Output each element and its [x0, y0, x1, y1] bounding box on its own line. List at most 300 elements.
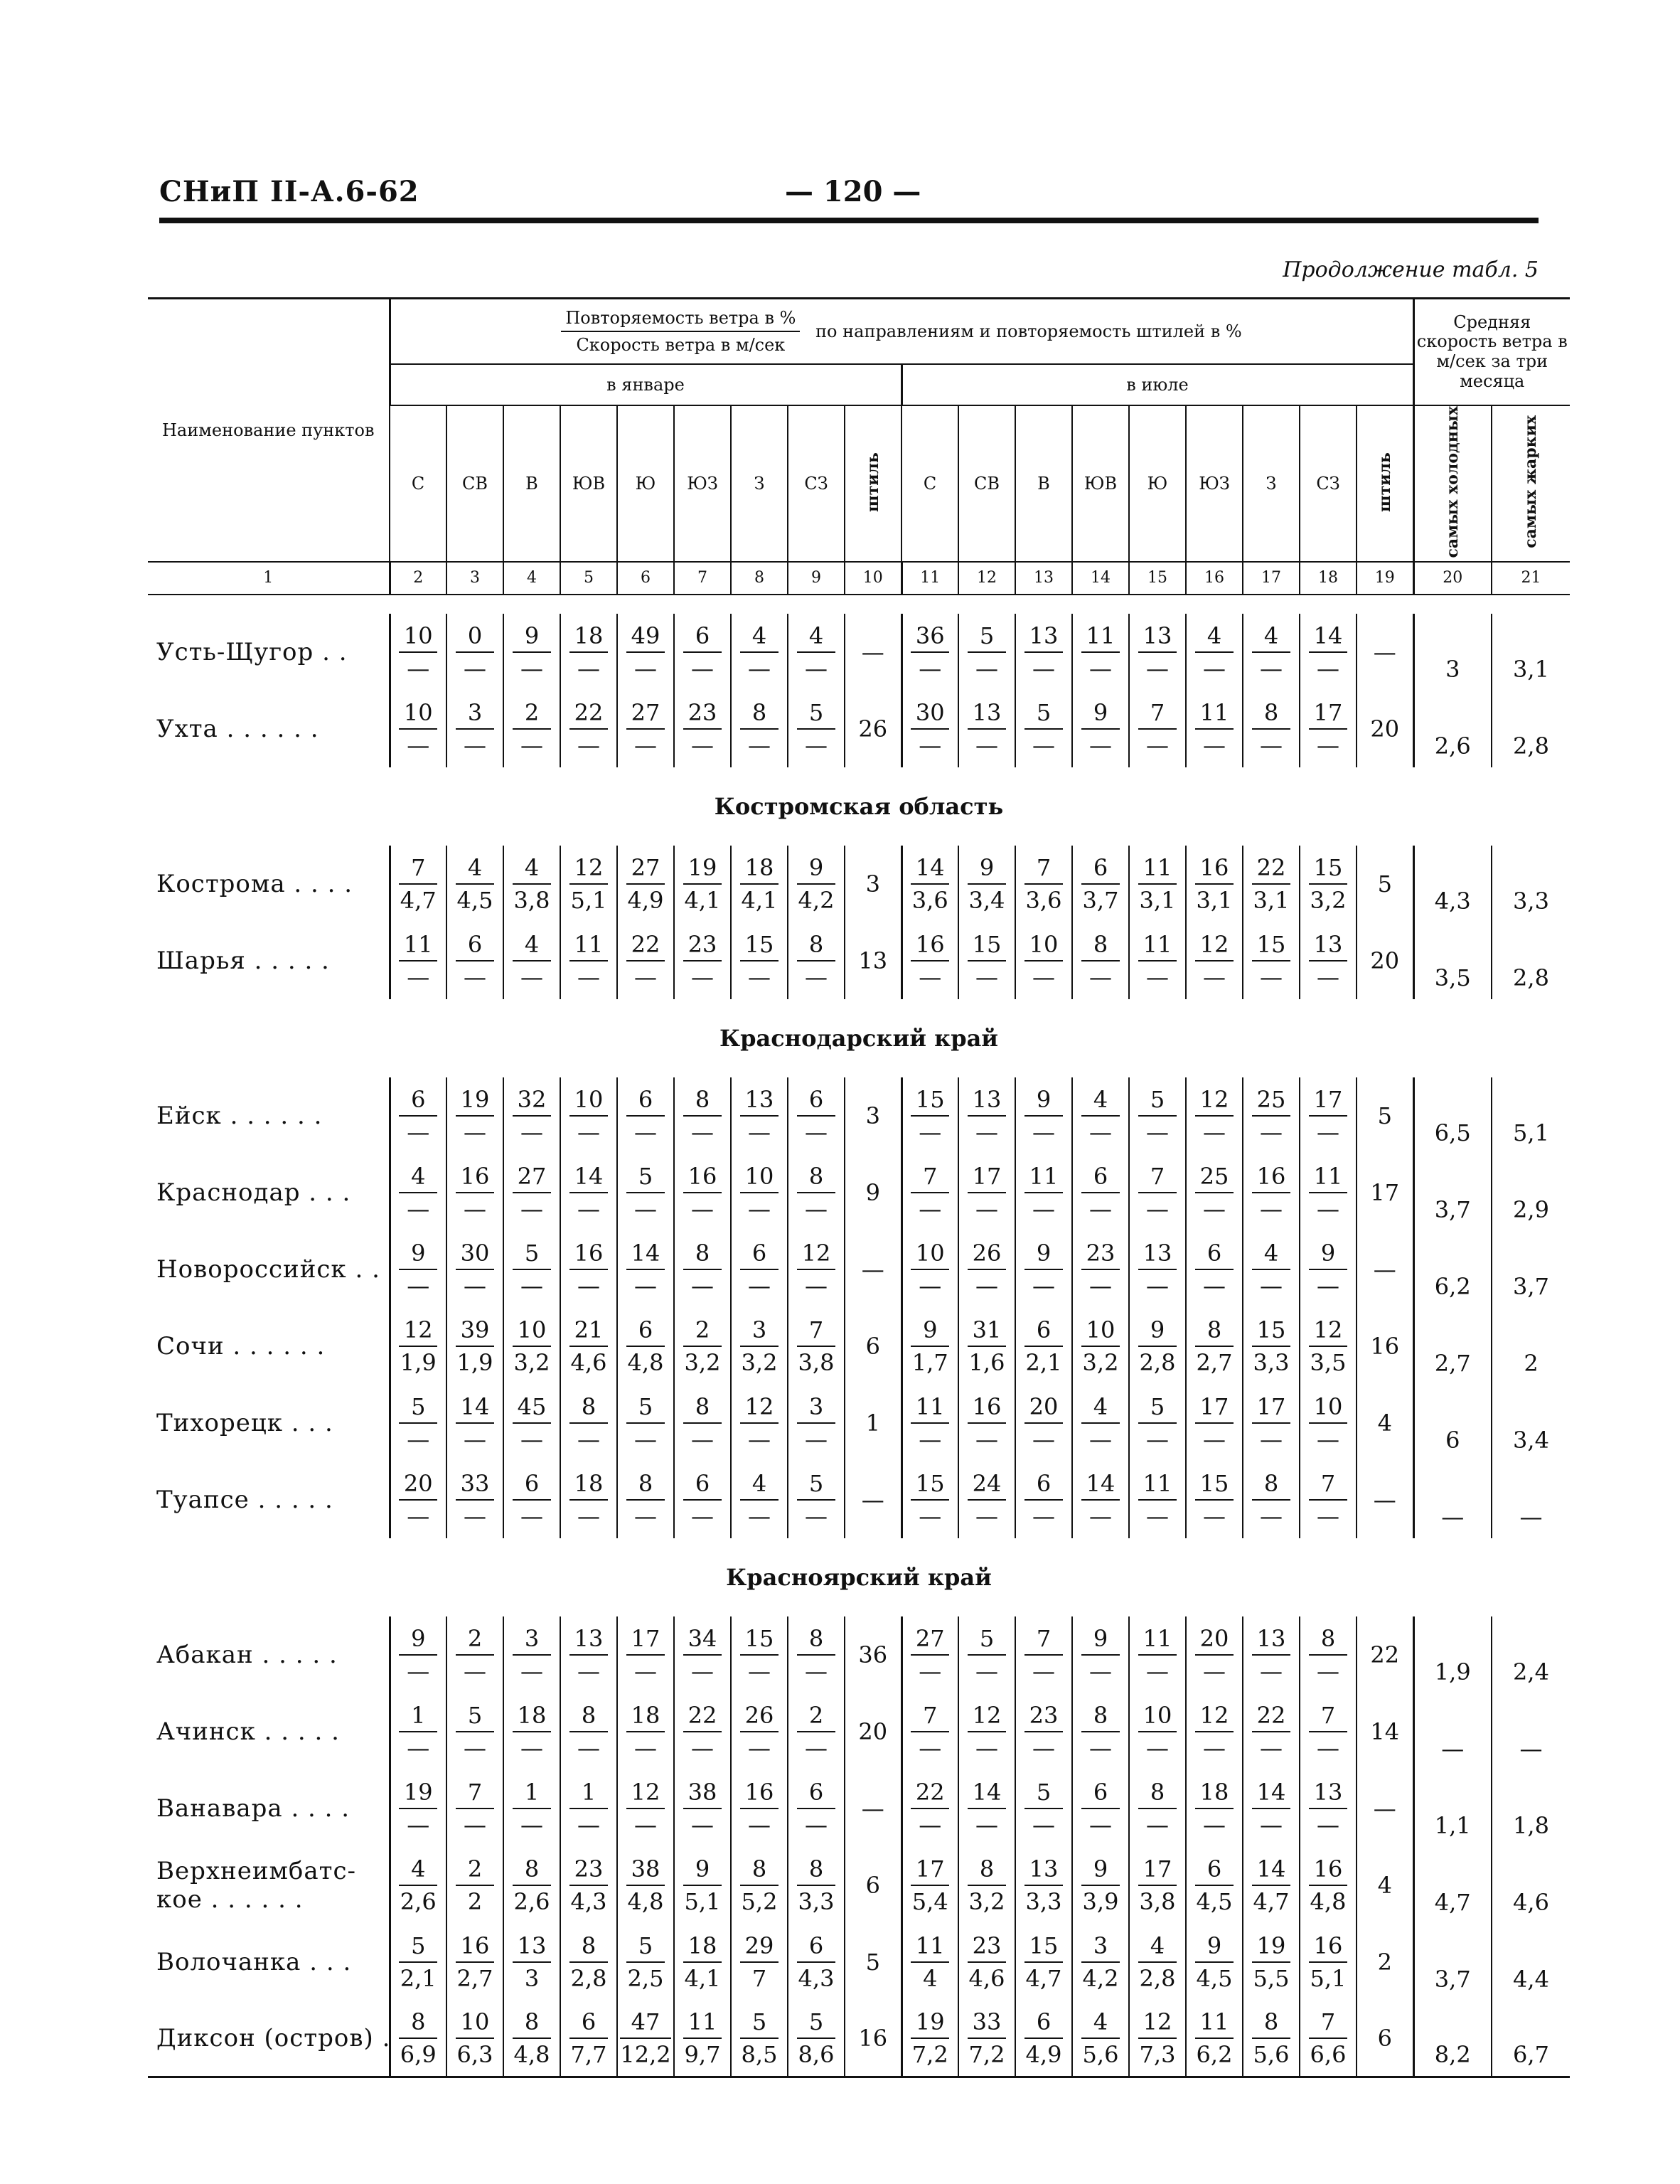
frequency-value: 10	[399, 701, 437, 730]
speed-value: —	[805, 1657, 828, 1685]
speed-value: —	[975, 963, 998, 991]
speed-value: —	[691, 963, 714, 991]
cell-july	[1186, 614, 1243, 691]
frequency-value: 8	[740, 701, 779, 730]
speed-value: —	[577, 654, 600, 682]
cell-january	[731, 2001, 788, 2077]
cell-july	[1186, 1077, 1243, 1154]
speed-value: —	[805, 731, 828, 759]
station-name-text: Тихорецк . . .	[156, 1408, 333, 1437]
cell-january	[446, 1693, 503, 1770]
frequency-value: 17	[1309, 1088, 1347, 1117]
fraction	[1024, 1085, 1063, 1146]
cell-january	[390, 1693, 446, 1770]
speed-value: —	[1146, 1118, 1169, 1146]
frequency-value: 4	[740, 1472, 779, 1501]
fraction	[911, 1392, 949, 1453]
fraction	[968, 1778, 1006, 1838]
speed-value: 4,9	[1025, 2040, 1062, 2068]
speed-value: 6,2	[1196, 2040, 1233, 2068]
cell-july	[1243, 846, 1300, 922]
cell-july	[1072, 1308, 1129, 1385]
frequency-value: 12	[1195, 933, 1234, 962]
speed-value: —	[464, 1657, 486, 1685]
fraction	[626, 1855, 665, 1915]
speed-value: 3,2	[1310, 886, 1347, 914]
fraction	[1195, 1778, 1234, 1838]
frequency-value: 10	[1138, 1704, 1177, 1732]
fraction	[1309, 1934, 1347, 1990]
speed-value: —	[520, 1195, 543, 1222]
fraction	[797, 1469, 835, 1530]
speed-value: 3,2	[968, 1887, 1005, 1915]
frequency-value: 8	[513, 2010, 551, 2039]
frequency-value: 2	[683, 1319, 722, 1347]
cell-january	[446, 1385, 503, 1461]
cell-july	[901, 691, 958, 767]
speed-value: —	[407, 1272, 430, 1299]
cell-january	[788, 1154, 845, 1231]
avg-hottest: 3,1	[1492, 614, 1570, 691]
speed-value: 4,7	[400, 886, 437, 914]
fraction	[1252, 1085, 1290, 1146]
speed-value: —	[919, 654, 942, 682]
fraction	[1309, 1392, 1347, 1453]
fraction	[1138, 1316, 1177, 1376]
avg-hottest: 6,7	[1492, 2001, 1570, 2077]
cell-january	[674, 691, 731, 767]
frequency-value: 8	[1252, 701, 1290, 730]
frequency-value: 8	[1081, 1704, 1120, 1732]
speed-value: —	[634, 1425, 657, 1453]
frequency-value: 7	[911, 1165, 949, 1193]
frequency-value: 6	[626, 1319, 665, 1347]
speed-value: —	[975, 1272, 998, 1299]
speed-value: 3,1	[1253, 886, 1290, 914]
frequency-value: 5	[399, 1395, 437, 1424]
station-name-text: Верхнеимбатс- кое . . . . . .	[156, 1856, 357, 1914]
station-name	[148, 1154, 390, 1231]
cell-january	[446, 1616, 503, 1693]
frequency-value: 13	[1024, 1858, 1063, 1886]
speed-value: —	[577, 1425, 600, 1453]
speed-value: 4,8	[627, 1348, 664, 1376]
cell-july	[1243, 1693, 1300, 1770]
frequency-value: 23	[569, 1858, 608, 1886]
cell-january	[731, 1308, 788, 1385]
calm-january: —	[845, 1461, 901, 1538]
frequency-value: 1	[569, 1781, 608, 1809]
frequency-value: 10	[569, 1088, 608, 1117]
speed-value: —	[407, 1195, 430, 1222]
speed-value: —	[1146, 1502, 1169, 1530]
cell-july	[1300, 1385, 1357, 1461]
speed-value: —	[407, 1502, 430, 1530]
fraction	[911, 853, 949, 914]
cell-january	[617, 1770, 674, 1847]
fraction	[1138, 1162, 1177, 1222]
speed-value: 6,3	[456, 2040, 493, 2068]
frequency-value: 5	[1138, 1395, 1177, 1424]
cell-january	[503, 1308, 560, 1385]
fraction	[569, 1624, 608, 1685]
speed-value: 3,4	[968, 886, 1005, 914]
speed-value: —	[577, 963, 600, 991]
frequency-value: 34	[683, 1627, 722, 1656]
fraction	[1081, 1085, 1120, 1146]
speed-value: —	[520, 1502, 543, 1530]
speed-value: —	[975, 1425, 998, 1453]
fraction	[456, 624, 494, 680]
fraction	[513, 1701, 551, 1762]
fraction	[1024, 1855, 1063, 1915]
frequency-value: 9	[911, 1319, 949, 1347]
fraction	[911, 930, 949, 991]
speed-value: —	[1317, 1811, 1339, 1838]
frequency-value: 10	[1309, 1395, 1347, 1424]
speed-value: 2	[467, 1887, 483, 1915]
cell-january	[560, 1461, 617, 1538]
calm-july: 5	[1357, 1077, 1413, 1154]
avg-coldest: 6,5	[1413, 1077, 1492, 1154]
frequency-value: 4	[1252, 1242, 1290, 1270]
fraction	[1138, 624, 1177, 680]
fraction	[797, 1778, 835, 1838]
cell-july	[901, 922, 958, 999]
cell-january	[503, 1231, 560, 1308]
frequency-value: 19	[456, 1088, 494, 1117]
avg-hottest: 5,1	[1492, 1077, 1570, 1154]
fraction	[626, 1162, 665, 1222]
avg-coldest: —	[1413, 1461, 1492, 1538]
fraction	[797, 1239, 835, 1299]
cell-july	[1186, 922, 1243, 999]
frequency-value: 3	[1081, 1934, 1120, 1963]
fraction	[911, 1162, 949, 1222]
station-name-text: Ванавара . . . .	[156, 1794, 351, 1823]
calm-july: 4	[1357, 1385, 1413, 1461]
avg-coldest: 3,5	[1413, 922, 1492, 999]
speed-value: —	[975, 1734, 998, 1762]
cell-january	[617, 1693, 674, 1770]
fraction	[683, 1162, 722, 1222]
cell-july	[1072, 1924, 1129, 2001]
frequency-value: 33	[968, 2010, 1006, 2039]
cell-january	[674, 1847, 731, 1924]
fraction	[683, 1778, 722, 1838]
frequency-value: 4	[1252, 624, 1290, 653]
speed-value: 4,6	[570, 1348, 607, 1376]
frequency-value: 8	[1138, 1781, 1177, 1809]
speed-value: 3,8	[798, 1348, 835, 1376]
frequency-value: 11	[569, 933, 608, 962]
fraction	[1024, 853, 1063, 914]
frequency-value: 4	[456, 856, 494, 885]
fraction	[456, 1239, 494, 1299]
speed-value: —	[1317, 1734, 1339, 1762]
cell-july	[1072, 2001, 1129, 2077]
frequency-value: 36	[911, 624, 949, 653]
cell-july	[1300, 1770, 1357, 1847]
fraction	[1081, 698, 1120, 759]
cell-july	[1300, 691, 1357, 767]
cell-january	[788, 1231, 845, 1308]
cell-january	[446, 1154, 503, 1231]
fraction	[797, 1316, 835, 1376]
cell-july	[1186, 1847, 1243, 1924]
fraction	[1195, 1855, 1234, 1915]
cell-july	[1129, 1077, 1186, 1154]
cell-january	[390, 1461, 446, 1538]
fraction	[513, 624, 551, 680]
frequency-value: 39	[456, 1319, 494, 1347]
cell-july	[1129, 1770, 1186, 1847]
speed-value: 5,1	[1310, 1964, 1347, 1992]
station-name	[148, 922, 390, 999]
avg-hottest: 3,7	[1492, 1231, 1570, 1308]
frequency-value: 14	[456, 1395, 494, 1424]
fraction	[626, 1778, 665, 1838]
frequency-value: 27	[911, 1627, 949, 1656]
avg-coldest: 1,9	[1413, 1616, 1492, 1693]
fraction	[683, 624, 722, 680]
frequency-value: 10	[740, 1165, 779, 1193]
frequency-value: 13	[569, 1627, 608, 1656]
fraction	[740, 1855, 779, 1915]
fraction	[399, 853, 437, 914]
fraction	[683, 1469, 722, 1530]
frequency-value: 15	[740, 1627, 779, 1656]
calm-july: 5	[1357, 846, 1413, 922]
cell-january	[674, 614, 731, 691]
fraction	[1024, 2010, 1063, 2066]
cell-july	[1300, 1154, 1357, 1231]
fraction	[968, 2010, 1006, 2066]
fraction	[513, 853, 551, 914]
station-name-text: Усть-Щугор . .	[156, 637, 348, 666]
fraction	[456, 1624, 494, 1685]
cell-july	[1300, 1924, 1357, 2001]
table-row	[148, 1077, 1570, 1154]
cell-july	[1015, 846, 1072, 922]
fraction	[1024, 1162, 1063, 1222]
cell-january	[617, 1924, 674, 2001]
fraction	[1138, 1934, 1177, 1990]
fraction	[569, 1934, 608, 1990]
speed-value: —	[1260, 1811, 1283, 1838]
cell-january	[731, 846, 788, 922]
cell-july	[1129, 1693, 1186, 1770]
speed-value: —	[634, 1734, 657, 1762]
frequency-value: 9	[1195, 1934, 1234, 1963]
calm-header-jan	[845, 405, 901, 562]
frequency-value: 5	[399, 1934, 437, 1963]
speed-value: —	[464, 1118, 486, 1146]
frequency-value: 15	[911, 1472, 949, 1501]
fraction	[740, 624, 779, 680]
frequency-value: 9	[513, 624, 551, 653]
frequency-value: 23	[683, 701, 722, 730]
cell-january	[503, 691, 560, 767]
frequency-value: 17	[626, 1627, 665, 1656]
cell-january	[390, 1770, 446, 1847]
cell-july	[958, 1924, 1015, 2001]
fraction	[456, 1392, 494, 1453]
direction-header-jul: СВ	[958, 405, 1015, 562]
fraction	[740, 1316, 779, 1376]
frequency-value: 20	[1195, 1627, 1234, 1656]
column-number: 17	[1243, 562, 1300, 595]
calm-july: 17	[1357, 1154, 1413, 1231]
frequency-value: 15	[968, 933, 1006, 962]
fraction	[513, 1855, 551, 1915]
cell-july	[1186, 1461, 1243, 1538]
fraction	[683, 2010, 722, 2066]
speed-value: 3,2	[741, 1348, 778, 1376]
fraction	[456, 1469, 494, 1530]
frequency-value: 38	[626, 1858, 665, 1886]
speed-value: —	[1203, 1734, 1226, 1762]
cell-july	[901, 1616, 958, 1693]
cell-january	[674, 2001, 731, 2077]
column-number: 11	[901, 562, 958, 595]
cell-january	[560, 1385, 617, 1461]
speed-value: —	[577, 1195, 600, 1222]
frequency-value: 4	[1081, 2010, 1120, 2039]
frequency-value: 23	[683, 933, 722, 962]
cell-july	[901, 1308, 958, 1385]
cell-january	[503, 1616, 560, 1693]
frequency-value: 15	[911, 1088, 949, 1117]
speed-value: 3,8	[513, 886, 550, 914]
column-header-name: Наименование пунктов	[148, 299, 390, 562]
frequency-value: 16	[1309, 1858, 1347, 1886]
cell-july	[1300, 1616, 1357, 1693]
cell-january	[503, 2001, 560, 2077]
frequency-value: 9	[1024, 1088, 1063, 1117]
cell-january	[560, 1616, 617, 1693]
speed-value: —	[520, 1272, 543, 1299]
frequency-value: 18	[569, 624, 608, 653]
speed-value: —	[520, 1425, 543, 1453]
speed-value: —	[1146, 1811, 1169, 1838]
fraction	[797, 1162, 835, 1222]
speed-value: 3,1	[1139, 886, 1176, 914]
station-name	[148, 2001, 390, 2077]
cell-january	[674, 1308, 731, 1385]
calm-january: 6	[845, 1308, 901, 1385]
avg-coldest: 2,6	[1413, 691, 1492, 767]
speed-value: 5,6	[1082, 2040, 1119, 2068]
frequency-value: 4	[1138, 1934, 1177, 1963]
speed-value: —	[464, 1734, 486, 1762]
fraction	[968, 1085, 1006, 1146]
speed-value: —	[634, 963, 657, 991]
speed-value: —	[464, 1272, 486, 1299]
fraction	[569, 624, 608, 680]
table-row	[148, 1616, 1570, 1693]
frequency-value: 5	[968, 1627, 1006, 1656]
station-name-text: Ачинск . . . . .	[156, 1717, 340, 1746]
frequency-value: 9	[1081, 1858, 1120, 1886]
direction-header-jan: СВ	[446, 405, 503, 562]
fraction	[399, 1316, 437, 1376]
calm-july: 20	[1357, 691, 1413, 767]
frequency-value: 11	[1138, 1627, 1177, 1656]
frequency-value: 13	[1309, 1781, 1347, 1809]
speed-value: —	[919, 1657, 942, 1685]
frequency-value: 7	[1024, 856, 1063, 885]
cell-july	[1072, 1154, 1129, 1231]
cell-july	[901, 2001, 958, 2077]
header-frequency-label: Повторяемость ветра в %	[561, 308, 800, 332]
cell-july	[958, 1693, 1015, 1770]
speed-value: —	[1260, 1272, 1283, 1299]
column-number: 9	[788, 562, 845, 595]
cell-january	[617, 1847, 674, 1924]
cell-january	[731, 1154, 788, 1231]
speed-value: 6,9	[400, 2040, 437, 2068]
table-row	[148, 691, 1570, 767]
speed-value: —	[1317, 1657, 1339, 1685]
fraction	[456, 853, 494, 914]
avg-hottest: 4,6	[1492, 1847, 1570, 1924]
fraction	[1081, 2010, 1120, 2066]
fraction	[740, 930, 779, 991]
speed-value: —	[1317, 1425, 1339, 1453]
fraction	[456, 1316, 494, 1376]
speed-value: 5,6	[1253, 2040, 1290, 2068]
fraction	[1252, 930, 1290, 991]
avg-coldest-header-label: самых холодных	[1443, 406, 1462, 558]
cell-july	[958, 1770, 1015, 1847]
cell-july	[958, 2001, 1015, 2077]
frequency-value: 6	[1024, 1319, 1063, 1347]
speed-value: —	[748, 1811, 771, 1838]
speed-value: 4	[923, 1964, 938, 1992]
frequency-value: 18	[683, 1934, 722, 1963]
speed-value: 2,7	[456, 1964, 493, 1992]
frequency-value: 15	[1195, 1472, 1234, 1501]
speed-value: —	[1317, 1195, 1339, 1222]
fraction	[1138, 698, 1177, 759]
cell-january	[560, 691, 617, 767]
frequency-value: 18	[513, 1704, 551, 1732]
speed-value: 1,6	[968, 1348, 1005, 1376]
speed-value: —	[1032, 1734, 1055, 1762]
speed-value: —	[1089, 654, 1112, 682]
speed-value: —	[1317, 963, 1339, 991]
station-name	[148, 1924, 390, 2001]
frequency-value: 8	[797, 1627, 835, 1656]
cell-january	[674, 1693, 731, 1770]
frequency-value: 14	[1252, 1858, 1290, 1886]
cell-january	[731, 1693, 788, 1770]
frequency-value: 22	[569, 701, 608, 730]
cell-january	[390, 1616, 446, 1693]
cell-july	[958, 1154, 1015, 1231]
column-number: 5	[560, 562, 617, 595]
speed-value: 12,2	[620, 2040, 671, 2068]
cell-january	[788, 922, 845, 999]
frequency-value: 8	[683, 1242, 722, 1270]
speed-value: —	[407, 1425, 430, 1453]
cell-january	[788, 1924, 845, 2001]
fraction	[456, 1934, 494, 1990]
frequency-value: 13	[968, 1088, 1006, 1117]
region-title: Краснодарский край	[719, 1024, 999, 1052]
speed-value: 4,2	[798, 886, 835, 914]
